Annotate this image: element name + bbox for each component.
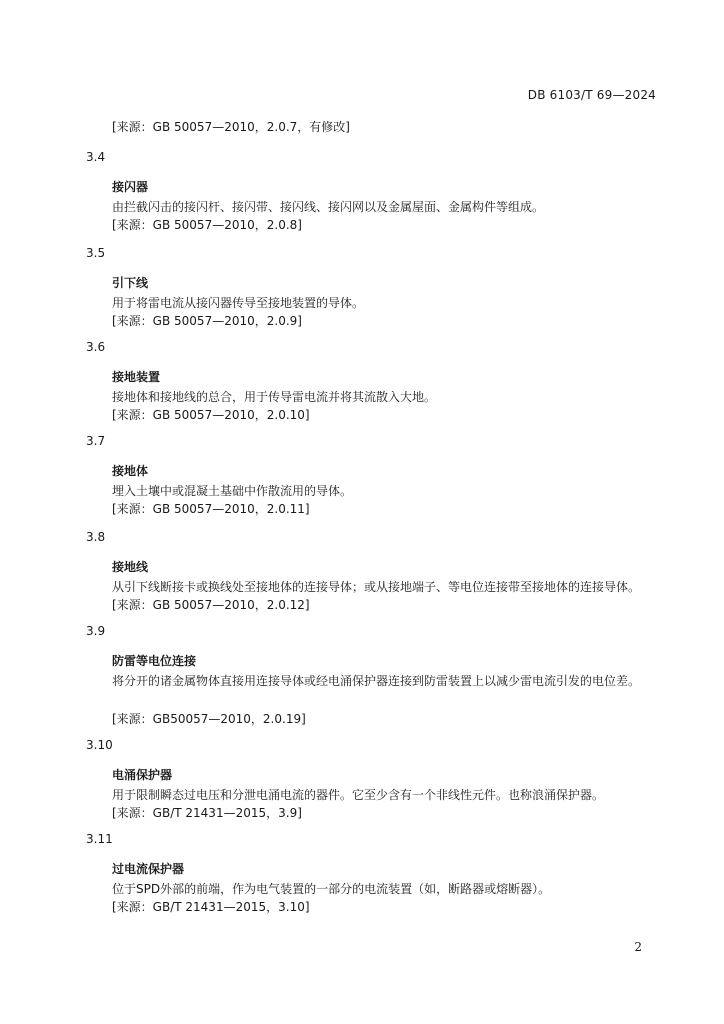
previous-term-source: [来源：GB 50057—2010，2.0.7，有修改] (112, 120, 350, 134)
term-number: 3.9 (86, 624, 106, 638)
term-source: [来源：GB 50057—2010，2.0.8] (112, 218, 302, 232)
term-definition: 接地体和接地线的总合，用于传导雷电流并将其流散入大地。 (112, 390, 437, 404)
term-name: 过电流保护器 (112, 862, 185, 876)
term-name: 防雷等电位连接 (112, 654, 197, 668)
term-name: 接地装置 (112, 370, 161, 384)
term-number: 3.10 (86, 738, 113, 752)
term-definition: 将分开的诸金属物体直接用连接导体或经电涌保护器连接到防雷装置上以减少雷电流引发的电位差。 (112, 674, 641, 688)
term-name: 接地体 (112, 464, 149, 478)
term-definition: 由拦截闪击的接闪杆、接闪带、接闪线、接闪网以及金属屋面、金属构件等组成。 (112, 200, 545, 214)
term-definition: 从引下线断接卡或换线处至接地体的连接导体；或从接地端子、等电位连接带至接地体的连接导体。 (112, 580, 641, 594)
term-number: 3.6 (86, 340, 106, 354)
term-definition: 位于SPD外部的前端，作为电气装置的一部分的电流装置（如，断路器或熔断器）。 (112, 882, 551, 896)
term-name: 引下线 (112, 276, 149, 290)
term-definition: 用于将雷电流从接闪器传导至接地装置的导体。 (112, 296, 365, 310)
term-source: [来源：GB/T 21431—2015，3.10] (112, 900, 310, 914)
term-source: [来源：GB/T 21431—2015，3.9] (112, 806, 302, 820)
document-code: DB 6103/T 69—2024 (527, 88, 656, 102)
term-source: [来源：GB 50057—2010，2.0.9] (112, 314, 302, 328)
term-source: [来源：GB 50057—2010，2.0.12] (112, 598, 310, 612)
term-number: 3.8 (86, 530, 106, 544)
term-number: 3.11 (86, 832, 113, 846)
term-number: 3.7 (86, 434, 106, 448)
term-name: 电涌保护器 (112, 768, 173, 782)
term-definition: 埋入土壤中或混凝土基础中作散流用的导体。 (112, 484, 353, 498)
term-number: 3.4 (86, 150, 106, 164)
term-name: 接地线 (112, 560, 149, 574)
term-source: [来源：GB 50057—2010，2.0.10] (112, 408, 310, 422)
term-source: [来源：GB50057—2010，2.0.19] (112, 712, 306, 726)
term-name: 接闪器 (112, 180, 149, 194)
term-source: [来源：GB 50057—2010，2.0.11] (112, 502, 310, 516)
term-number: 3.5 (86, 246, 106, 260)
term-definition: 用于限制瞬态过电压和分泄电涌电流的器件。它至少含有一个非线性元件。也称浪涌保护器。 (112, 788, 605, 802)
page-number: 2 (634, 940, 642, 954)
